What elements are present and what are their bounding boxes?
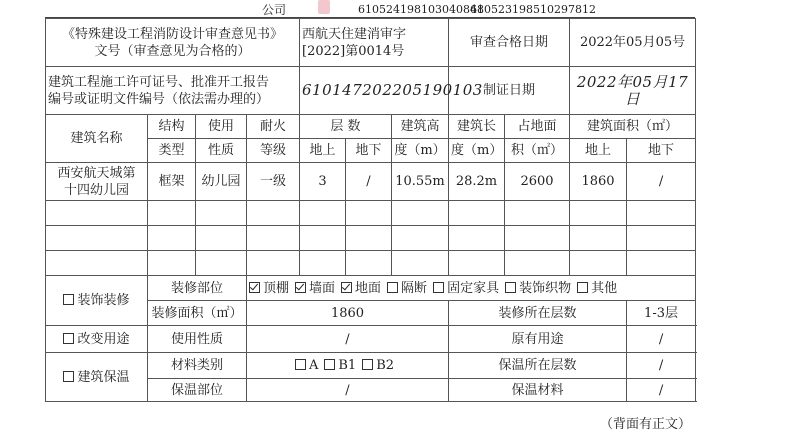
- insulation-material-label: 保温材料: [449, 379, 627, 402]
- decoration-part-option[interactable]: [387, 281, 427, 296]
- issue-date-value: 2022年05月17日: [570, 67, 696, 115]
- material-class-checkbox[interactable]: [324, 359, 335, 370]
- insulation-class-row: [46, 353, 696, 379]
- building-height: 10.55m: [392, 163, 449, 201]
- col-building-area: 建筑面积（㎡）: [570, 115, 696, 139]
- col-area-above: 地上: [570, 139, 627, 163]
- decoration-part-option-label: 顶棚: [263, 280, 290, 296]
- material-class-option[interactable]: [362, 358, 394, 373]
- material-class-checkbox[interactable]: [295, 359, 306, 370]
- building-length: 28.2m: [449, 163, 505, 201]
- decoration-part-option-label: 墙面: [309, 280, 336, 296]
- col-floors-above: 地上: [300, 139, 346, 163]
- col-structure-2: 类型: [148, 139, 196, 163]
- review-label: 《特殊建设工程消防设计审查意见书》 文号（审查意见为合格的）: [46, 19, 300, 67]
- permit-row: [46, 67, 696, 115]
- empty-row: [46, 226, 696, 251]
- use-nature-label: 使用性质: [148, 326, 247, 353]
- insulation-part-label: 保温部位: [148, 379, 247, 402]
- building-use: 幼儿园: [196, 163, 247, 201]
- insulation-section: 建筑保温: [46, 353, 148, 402]
- material-class-option[interactable]: [295, 358, 318, 373]
- id-number-1: 610524198103040848: [358, 3, 484, 16]
- decoration-part-option[interactable]: [505, 281, 571, 296]
- col-height-2: 度（m）: [392, 139, 449, 163]
- change-use-checkbox[interactable]: [63, 333, 74, 344]
- insulation-floors-value: /: [627, 353, 696, 379]
- insulation-material-value: /: [627, 379, 696, 402]
- col-structure-1: 结构: [148, 115, 196, 139]
- decoration-part-option[interactable]: [341, 281, 381, 296]
- building-area-below: /: [627, 163, 696, 201]
- col-fire-1: 耐火: [247, 115, 300, 139]
- change-use-row: [46, 326, 696, 353]
- col-building-name: 建筑名称: [46, 115, 148, 163]
- decoration-area-label: 装修面积（㎡）: [148, 301, 247, 326]
- fire-acceptance-form: [45, 18, 696, 402]
- decoration-checkbox[interactable]: [63, 294, 74, 305]
- decoration-parts-label: 装修部位: [148, 276, 247, 301]
- material-class-label: 材料类别: [148, 353, 247, 379]
- decoration-part-option-label: 固定家具: [447, 280, 500, 296]
- decoration-part-option-label: 地面: [355, 280, 382, 296]
- building-area-above: 1860: [570, 163, 627, 201]
- review-date-label: 审查合格日期: [449, 19, 570, 67]
- decoration-part-option-label: 装饰织物: [519, 280, 572, 296]
- building-land-area: 2600: [505, 163, 570, 201]
- col-area-below: 地下: [627, 139, 696, 163]
- review-date-value: 2022年05月05号: [570, 19, 696, 67]
- change-use-section: 改变用途: [46, 326, 148, 353]
- id-number-2: 610523198510297812: [470, 3, 596, 16]
- decoration-part-option[interactable]: [295, 281, 335, 296]
- building-floors-above: 3: [300, 163, 346, 201]
- building-fire-rating: 一级: [247, 163, 300, 201]
- decoration-section: 装饰装修: [46, 276, 148, 326]
- review-row: [46, 19, 696, 67]
- decoration-part-checkbox[interactable]: [387, 282, 398, 293]
- decoration-part-checkbox[interactable]: [249, 282, 260, 293]
- col-land-1: 占地面: [505, 115, 570, 139]
- decoration-area-value: 1860: [247, 301, 449, 326]
- building-name: 西安航天城第 十四幼儿园: [46, 163, 148, 201]
- col-length-1: 建筑长: [449, 115, 505, 139]
- col-height-1: 建筑高: [392, 115, 449, 139]
- empty-row: [46, 201, 696, 226]
- building-structure: 框架: [148, 163, 196, 201]
- header-row-1: [46, 115, 696, 139]
- material-class-checkbox[interactable]: [362, 359, 373, 370]
- original-use-label: 原有用途: [449, 326, 627, 353]
- decoration-part-option-label: 其他: [591, 280, 618, 296]
- empty-row: [46, 251, 696, 276]
- decoration-part-checkbox[interactable]: [295, 282, 306, 293]
- decoration-part-option[interactable]: [249, 281, 289, 296]
- decoration-part-checkbox[interactable]: [341, 282, 352, 293]
- decoration-part-option[interactable]: [577, 281, 617, 296]
- footer-note: （背面有正文）: [600, 417, 692, 432]
- review-doc-number: 西航天住建消审字[2022]第0014号: [300, 19, 449, 67]
- use-nature-value: /: [247, 326, 449, 353]
- permit-number: 610147202205190103: [300, 67, 449, 115]
- red-stamp: [318, 0, 330, 14]
- material-class-option-label: B1: [338, 358, 357, 373]
- material-class-option-label: A: [308, 358, 319, 373]
- decoration-parts-options: [247, 276, 696, 301]
- original-use-value: /: [627, 326, 696, 353]
- col-use-1: 使用: [196, 115, 247, 139]
- col-floors-below: 地下: [346, 139, 392, 163]
- decoration-part-option-label: 隔断: [401, 280, 428, 296]
- material-class-options: [247, 353, 449, 379]
- insulation-checkbox[interactable]: [63, 371, 74, 382]
- company-tail: 公司: [262, 3, 287, 17]
- decoration-part-checkbox[interactable]: [433, 282, 444, 293]
- insulation-part-value: /: [247, 379, 449, 402]
- col-length-2: 度（m）: [449, 139, 505, 163]
- decoration-part-option[interactable]: [433, 281, 499, 296]
- table-row: [46, 163, 696, 201]
- decoration-parts-row: [46, 276, 696, 301]
- top-strip: [0, 0, 800, 19]
- col-fire-2: 等级: [247, 139, 300, 163]
- permit-label: 建筑工程施工许可证号、批准开工报告 编号或证明文件编号（依法需办理的）: [46, 67, 300, 115]
- decoration-part-checkbox[interactable]: [505, 282, 516, 293]
- issue-date-label: 制证日期: [449, 67, 570, 115]
- material-class-option[interactable]: [324, 358, 356, 373]
- col-use-2: 性质: [196, 139, 247, 163]
- building-floors-below: /: [346, 163, 392, 201]
- insulation-floors-label: 保温所在层数: [449, 353, 627, 379]
- col-floors: 层 数: [300, 115, 392, 139]
- decoration-floors-label: 装修所在层数: [449, 301, 627, 326]
- material-class-option-label: B2: [376, 358, 395, 373]
- decoration-floors-value: 1-3层: [627, 301, 696, 326]
- col-land-2: 积（㎡）: [505, 139, 570, 163]
- decoration-part-checkbox[interactable]: [577, 282, 588, 293]
